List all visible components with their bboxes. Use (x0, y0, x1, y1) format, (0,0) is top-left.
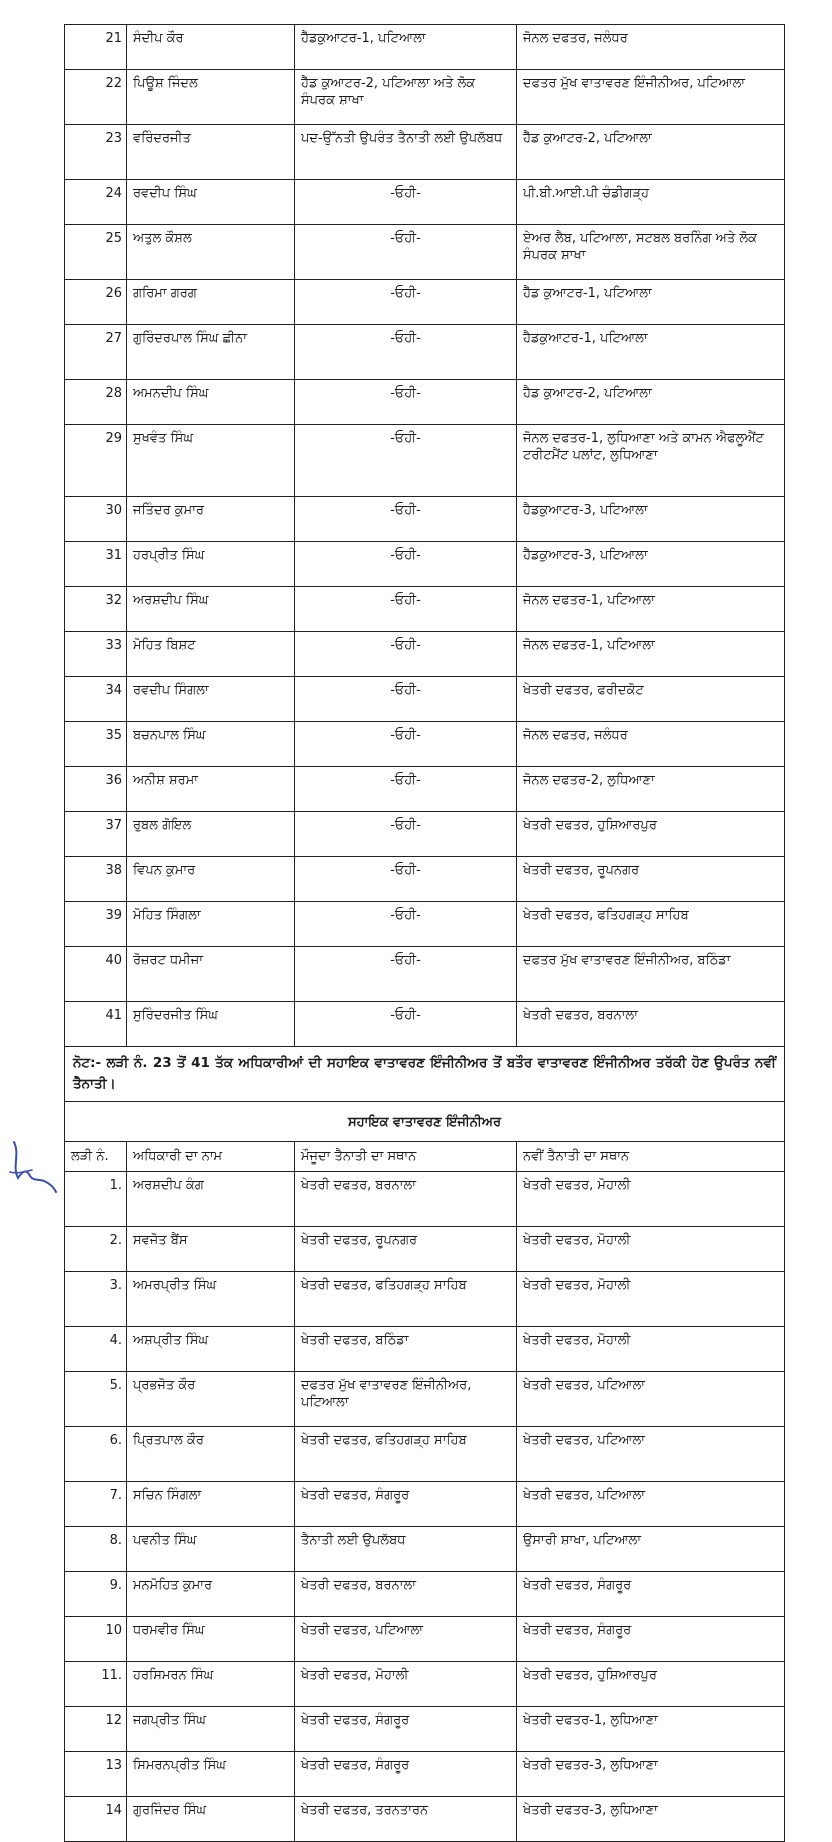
new-posting: ਖੇਤਰੀ ਦਫਤਰ-3, ਲੁਧਿਆਣਾ (517, 1797, 785, 1842)
column-header-current: ਮੌਜੂਦਾ ਤੈਨਾਤੀ ਦਾ ਸਥਾਨ (295, 1142, 517, 1172)
officer-name: ਅਰਸ਼ਦੀਪ ਸਿੰਘ (127, 587, 295, 632)
current-posting: -ਓਹੀ- (295, 677, 517, 722)
current-posting: -ਓਹੀ- (295, 587, 517, 632)
officer-name: ਸੁਰਿੰਦਰਜੀਤ ਸਿੰਘ (127, 1002, 295, 1047)
serial-number: 14 (65, 1797, 127, 1842)
new-posting: ਹੈਡਕੁਆਟਰ-1, ਪਟਿਆਲਾ (517, 325, 785, 380)
new-posting: ਦਫਤਰ ਮੁੱਖ ਵਾਤਾਵਰਣ ਇੰਜੀਨੀਅਰ, ਪਟਿਆਲਾ (517, 70, 785, 125)
current-posting: ਖੇਤਰੀ ਦਫਤਰ, ਫਤਿਹਗੜ੍ਹ ਸਾਹਿਬ (295, 1427, 517, 1482)
officer-name: ਅਮਰਪ੍ਰੀਤ ਸਿੰਘ (127, 1272, 295, 1327)
new-posting: ਖੇਤਰੀ ਦਫਤਰ, ਪਟਿਆਲਾ (517, 1427, 785, 1482)
serial-number: 9. (65, 1572, 127, 1617)
current-posting: -ਓਹੀ- (295, 812, 517, 857)
signature-mark (6, 1132, 58, 1196)
current-posting: -ਓਹੀ- (295, 325, 517, 380)
serial-number: 39 (65, 902, 127, 947)
serial-number: 25 (65, 225, 127, 280)
officer-name: ਪਿਊਸ਼ ਜਿੰਦਲ (127, 70, 295, 125)
table-row (65, 380, 785, 425)
serial-number: 27 (65, 325, 127, 380)
current-posting: -ਓਹੀ- (295, 225, 517, 280)
serial-number: 38 (65, 857, 127, 902)
column-header-serial: ਲੜੀ ਨੰ. (65, 1142, 127, 1172)
new-posting: ਖੇਤਰੀ ਦਫਤਰ, ਮੋਹਾਲੀ (517, 1327, 785, 1372)
current-posting: -ਓਹੀ- (295, 722, 517, 767)
section-heading-row (65, 1102, 785, 1142)
table-row (65, 1327, 785, 1372)
current-posting: ਹੈੱਡਕੁਆਟਰ-1, ਪਟਿਆਲਾ (295, 25, 517, 70)
serial-number: 2. (65, 1227, 127, 1272)
table-row (65, 1427, 785, 1482)
officer-name: ਗੁਰਜਿੰਦਰ ਸਿੰਘ (127, 1797, 295, 1842)
table-row (65, 70, 785, 125)
new-posting: ਉਸਾਰੀ ਸ਼ਾਖਾ, ਪਟਿਆਲਾ (517, 1527, 785, 1572)
column-header-row (65, 1142, 785, 1172)
serial-number: 41 (65, 1002, 127, 1047)
current-posting: ਖੇਤਰੀ ਦਫਤਰ, ਬਠਿੰਡਾ (295, 1327, 517, 1372)
current-posting: -ਓਹੀ- (295, 632, 517, 677)
promotion-note: ਨੋਟ:- ਲੜੀ ਨੰ. 23 ਤੋਂ 41 ਤੱਕ ਅਧਿਕਾਰੀਆਂ ਦੀ ਸਹਾਇਕ ਵਾਤਾਵਰਣ ਇੰਜੀਨੀਅਰ ਤੋਂ ਬਤੌਰ ਵਾਤਾਵਰਣ ਇੰਜੀਨੀਅਰ ਤਰੱਕੀ ਹੋਣ ਉਪਰੰਤ ਨਵੀਂ ਤੈਨਾਤੀ। (65, 1047, 785, 1102)
current-posting: ਹੈੱਡ ਕੁਆਟਰ-2, ਪਟਿਆਲਾ ਅਤੇ ਲੋਕ ਸੰਪਰਕ ਸ਼ਾਖਾ (295, 70, 517, 125)
officer-name: ਮੋਹਿਤ ਸਿੰਗਲਾ (127, 902, 295, 947)
new-posting: ਖੇਤਰੀ ਦਫਤਰ, ਹੁਸ਼ਿਆਰਪੁਰ (517, 1662, 785, 1707)
table-row (65, 1002, 785, 1047)
officer-name: ਮਨਮੋਹਿਤ ਕੁਮਾਰ (127, 1572, 295, 1617)
current-posting: ਦਫਤਰ ਮੁੱਖ ਵਾਤਾਵਰਣ ਇੰਜੀਨੀਅਰ, ਪਟਿਆਲਾ (295, 1372, 517, 1427)
officer-name: ਰਵਦੀਪ ਸਿੰਗਲਾ (127, 677, 295, 722)
table-row (65, 1797, 785, 1842)
new-posting: ਪੀ.ਬੀ.ਆਈ.ਪੀ ਚੰਡੀਗੜ੍ਹ (517, 180, 785, 225)
serial-number: 24 (65, 180, 127, 225)
officer-name: ਅਤੁਲ ਕੌਸ਼ਲ (127, 225, 295, 280)
new-posting: ਦਫਤਰ ਮੁੱਖ ਵਾਤਾਵਰਣ ਇੰਜੀਨੀਅਰ, ਬਠਿੰਡਾ (517, 947, 785, 1002)
serial-number: 28 (65, 380, 127, 425)
new-posting: ਹੈੱਡ ਕੁਆਟਰ-2, ਪਟਿਆਲਾ (517, 125, 785, 180)
table-row (65, 632, 785, 677)
table-row (65, 587, 785, 632)
officer-name: ਧਰਮਵੀਰ ਸਿੰਘ (127, 1617, 295, 1662)
new-posting: ਖੇਤਰੀ ਦਫਤਰ, ਬਰਨਾਲਾ (517, 1002, 785, 1047)
serial-number: 5. (65, 1372, 127, 1427)
table-row (65, 1172, 785, 1227)
new-posting: ਹੈਡ ਕੁਆਟਰ-2, ਪਟਿਆਲਾ (517, 380, 785, 425)
serial-number: 11. (65, 1662, 127, 1707)
current-posting: -ਓਹੀ- (295, 497, 517, 542)
table-row (65, 225, 785, 280)
officer-name: ਸੁਖਵੰਤ ਸਿੰਘ (127, 425, 295, 497)
table-row (65, 1372, 785, 1427)
table-row (65, 180, 785, 225)
new-posting: ਜੋਨਲ ਦਫਤਰ-1, ਪਟਿਆਲਾ (517, 632, 785, 677)
officer-name: ਅਸ਼ਪ੍ਰੀਤ ਸਿੰਘ (127, 1327, 295, 1372)
officer-name: ਗੁਰਿੰਦਰਪਾਲ ਸਿੰਘ ਛੀਨਾ (127, 325, 295, 380)
serial-number: 34 (65, 677, 127, 722)
officer-name: ਬਚਨਪਾਲ ਸਿੰਘ (127, 722, 295, 767)
officer-name: ਰੋਜ਼ਰਟ ਧਮੀਜਾ (127, 947, 295, 1002)
officer-name: ਹਰਪ੍ਰੀਤ ਸਿੰਘ (127, 542, 295, 587)
new-posting: ਖੇਤਰੀ ਦਫਤਰ, ਸੰਗਰੂਰ (517, 1572, 785, 1617)
new-posting: ਜੋਨਲ ਦਫਤਰ, ਜਲੰਧਰ (517, 722, 785, 767)
current-posting: ਖੇਤਰੀ ਦਫਤਰ, ਬਰਨਾਲਾ (295, 1172, 517, 1227)
new-posting: ਹੈਡਕੁਆਟਰ-3, ਪਟਿਆਲਾ (517, 497, 785, 542)
officer-name: ਸੰਦੀਪ ਕੌਰ (127, 25, 295, 70)
new-posting: ਖੇਤਰੀ ਦਫਤਰ, ਪਟਿਆਲਾ (517, 1482, 785, 1527)
current-posting: ਖੇਤਰੀ ਦਫਤਰ, ਸੰਗਰੂਰ (295, 1752, 517, 1797)
new-posting: ਖੇਤਰੀ ਦਫਤਰ, ਸੰਗਰੂਰ (517, 1617, 785, 1662)
serial-number: 33 (65, 632, 127, 677)
table-row (65, 1527, 785, 1572)
serial-number: 26 (65, 280, 127, 325)
table-row (65, 1227, 785, 1272)
column-header-new: ਨਵੀਂ ਤੈਨਾਤੀ ਦਾ ਸਥਾਨ (517, 1142, 785, 1172)
new-posting: ਖੇਤਰੀ ਦਫਤਰ, ਹੁਸ਼ਿਆਰਪੁਰ (517, 812, 785, 857)
serial-number: 21 (65, 25, 127, 70)
table-row (65, 857, 785, 902)
table-row (65, 947, 785, 1002)
serial-number: 29 (65, 425, 127, 497)
current-posting: -ਓਹੀ- (295, 767, 517, 812)
column-header-name: ਅਧਿਕਾਰੀ ਦਾ ਨਾਮ (127, 1142, 295, 1172)
current-posting: ਖੇਤਰੀ ਦਫਤਰ, ਸੰਗਰੂਰ (295, 1707, 517, 1752)
current-posting: -ਓਹੀ- (295, 857, 517, 902)
table-row (65, 325, 785, 380)
serial-number: 7. (65, 1482, 127, 1527)
officer-name: ਅਮਨਦੀਪ ਸਿੰਘ (127, 380, 295, 425)
table-row (65, 542, 785, 587)
new-posting: ਏਅਰ ਲੈਬ, ਪਟਿਆਲਾ, ਸਟਬਲ ਬਰਨਿੰਗ ਅਤੇ ਲੋਕ ਸੰਪਰਕ ਸ਼ਾਖਾ (517, 225, 785, 280)
new-posting: ਖੇਤਰੀ ਦਫਤਰ, ਮੋਹਾਲੀ (517, 1172, 785, 1227)
current-posting: -ਓਹੀ- (295, 902, 517, 947)
officer-name: ਗਰਿਮਾ ਗਰਗ (127, 280, 295, 325)
serial-number: 35 (65, 722, 127, 767)
document-page (64, 24, 784, 1842)
serial-number: 22 (65, 70, 127, 125)
current-posting: -ਓਹੀ- (295, 180, 517, 225)
serial-number: 36 (65, 767, 127, 812)
serial-number: 10 (65, 1617, 127, 1662)
serial-number: 8. (65, 1527, 127, 1572)
section-heading: ਸਹਾਇਕ ਵਾਤਾਵਰਣ ਇੰਜੀਨੀਅਰ (65, 1102, 785, 1142)
current-posting: ਖੇਤਰੀ ਦਫਤਰ, ਸੰਗਰੂਰ (295, 1482, 517, 1527)
new-posting: ਖੇਤਰੀ ਦਫਤਰ-1, ਲੁਧਿਆਣਾ (517, 1707, 785, 1752)
table-row (65, 1662, 785, 1707)
officer-name: ਸਵਜੋਤ ਬੈਂਸ (127, 1227, 295, 1272)
officer-name: ਅਨੀਸ਼ ਸ਼ਰਮਾ (127, 767, 295, 812)
officer-name: ਸਿਮਰਨਪ੍ਰੀਤ ਸਿੰਘ (127, 1752, 295, 1797)
officer-name: ਹਰਸਿਮਰਨ ਸਿੰਘ (127, 1662, 295, 1707)
serial-number: 13 (65, 1752, 127, 1797)
new-posting: ਜੋਨਲ ਦਫਤਰ-1, ਪਟਿਆਲਾ (517, 587, 785, 632)
table-row (65, 767, 785, 812)
new-posting: ਜੋਨਲ ਦਫਤਰ-1, ਲੁਧਿਆਣਾ ਅਤੇ ਕਾਮਨ ਐਫਲੂਐਂਟ ਟਰੀਟਮੈਂਟ ਪਲਾਂਟ, ਲੁਧਿਆਣਾ (517, 425, 785, 497)
table-row (65, 1707, 785, 1752)
serial-number: 1. (65, 1172, 127, 1227)
officer-name: ਜਤਿੰਦਰ ਕੁਮਾਰ (127, 497, 295, 542)
table-row (65, 902, 785, 947)
transfer-table (64, 24, 785, 1842)
current-posting: ਖੇਤਰੀ ਦਫਤਰ, ਰੂਪਨਗਰ (295, 1227, 517, 1272)
current-posting: -ਓਹੀ- (295, 425, 517, 497)
current-posting: ਖੇਤਰੀ ਦਫਤਰ, ਤਰਨਤਾਰਨ (295, 1797, 517, 1842)
officer-name: ਵਰਿੰਦਰਜੀਤ (127, 125, 295, 180)
serial-number: 40 (65, 947, 127, 1002)
officer-name: ਪਵਨੀਤ ਸਿੰਘ (127, 1527, 295, 1572)
officer-name: ਜਗਪ੍ਰੀਤ ਸਿੰਘ (127, 1707, 295, 1752)
current-posting: ਤੈਨਾਤੀ ਲਈ ਉਪਲੱਬਧ (295, 1527, 517, 1572)
new-posting: ਹੈੱਡਕੁਆਟਰ-3, ਪਟਿਆਲਾ (517, 542, 785, 587)
new-posting: ਜੋਨਲ ਦਫਤਰ, ਜਲੰਧਰ (517, 25, 785, 70)
new-posting: ਖੇਤਰੀ ਦਫਤਰ-3, ਲੁਧਿਆਣਾ (517, 1752, 785, 1797)
officer-name: ਅਰਸ਼ਦੀਪ ਕੰਗ (127, 1172, 295, 1227)
current-posting: -ਓਹੀ- (295, 947, 517, 1002)
serial-number: 32 (65, 587, 127, 632)
current-posting: -ਓਹੀ- (295, 380, 517, 425)
table-row (65, 1617, 785, 1662)
officer-name: ਪ੍ਰਿਤਪਾਲ ਕੌਰ (127, 1427, 295, 1482)
serial-number: 37 (65, 812, 127, 857)
new-posting: ਜੋਨਲ ਦਫਤਰ-2, ਲੁਧਿਆਣਾ (517, 767, 785, 812)
note-row (65, 1047, 785, 1102)
new-posting: ਖੇਤਰੀ ਦਫਤਰ, ਫਰੀਦਕੋਟ (517, 677, 785, 722)
table-row (65, 722, 785, 767)
table-row (65, 425, 785, 497)
new-posting: ਖੇਤਰੀ ਦਫਤਰ, ਫਤਿਹਗੜ੍ਹ ਸਾਹਿਬ (517, 902, 785, 947)
table-row (65, 1482, 785, 1527)
officer-name: ਵਿਪਨ ਕੁਮਾਰ (127, 857, 295, 902)
current-posting: ਖੇਤਰੀ ਦਫਤਰ, ਮੋਹਾਲੀ (295, 1662, 517, 1707)
serial-number: 3. (65, 1272, 127, 1327)
table-row (65, 1752, 785, 1797)
serial-number: 6. (65, 1427, 127, 1482)
current-posting: ਖੇਤਰੀ ਦਫਤਰ, ਪਟਿਆਲਾ (295, 1617, 517, 1662)
officer-name: ਮੋਹਿਤ ਬਿਸ਼ਟ (127, 632, 295, 677)
current-posting: -ਓਹੀ- (295, 280, 517, 325)
new-posting: ਹੈੱਡ ਕੁਆਟਰ-1, ਪਟਿਆਲਾ (517, 280, 785, 325)
current-posting: ਖੇਤਰੀ ਦਫਤਰ, ਬਰਨਾਲਾ (295, 1572, 517, 1617)
new-posting: ਖੇਤਰੀ ਦਫਤਰ, ਪਟਿਆਲਾ (517, 1372, 785, 1427)
table-row (65, 125, 785, 180)
table-row (65, 497, 785, 542)
serial-number: 23 (65, 125, 127, 180)
serial-number: 31 (65, 542, 127, 587)
officer-name: ਰੁਬਲ ਗੋਇਲ (127, 812, 295, 857)
table-row (65, 25, 785, 70)
table-row (65, 677, 785, 722)
current-posting: -ਓਹੀ- (295, 1002, 517, 1047)
current-posting: -ਓਹੀ- (295, 542, 517, 587)
table-row (65, 280, 785, 325)
new-posting: ਖੇਤਰੀ ਦਫਤਰ, ਮੋਹਾਲੀ (517, 1272, 785, 1327)
officer-name: ਰਵਦੀਪ ਸਿੰਘ (127, 180, 295, 225)
serial-number: 30 (65, 497, 127, 542)
current-posting: ਪਦ-ਉੱਨਤੀ ਉਪਰੰਤ ਤੈਨਾਤੀ ਲਈ ਉਪਲੱਬਧ (295, 125, 517, 180)
serial-number: 4. (65, 1327, 127, 1372)
current-posting: ਖੇਤਰੀ ਦਫਤਰ, ਫਤਿਹਗੜ੍ਹ ਸਾਹਿਬ (295, 1272, 517, 1327)
serial-number: 12 (65, 1707, 127, 1752)
new-posting: ਖੇਤਰੀ ਦਫਤਰ, ਰੂਪਨਗਰ (517, 857, 785, 902)
table-row (65, 1572, 785, 1617)
officer-name: ਪ੍ਰਭਜੋਤ ਕੌਰ (127, 1372, 295, 1427)
table-row (65, 812, 785, 857)
table-row (65, 1272, 785, 1327)
new-posting: ਖੇਤਰੀ ਦਫਤਰ, ਮੋਹਾਲੀ (517, 1227, 785, 1272)
officer-name: ਸਚਿਨ ਸਿੰਗਲਾ (127, 1482, 295, 1527)
